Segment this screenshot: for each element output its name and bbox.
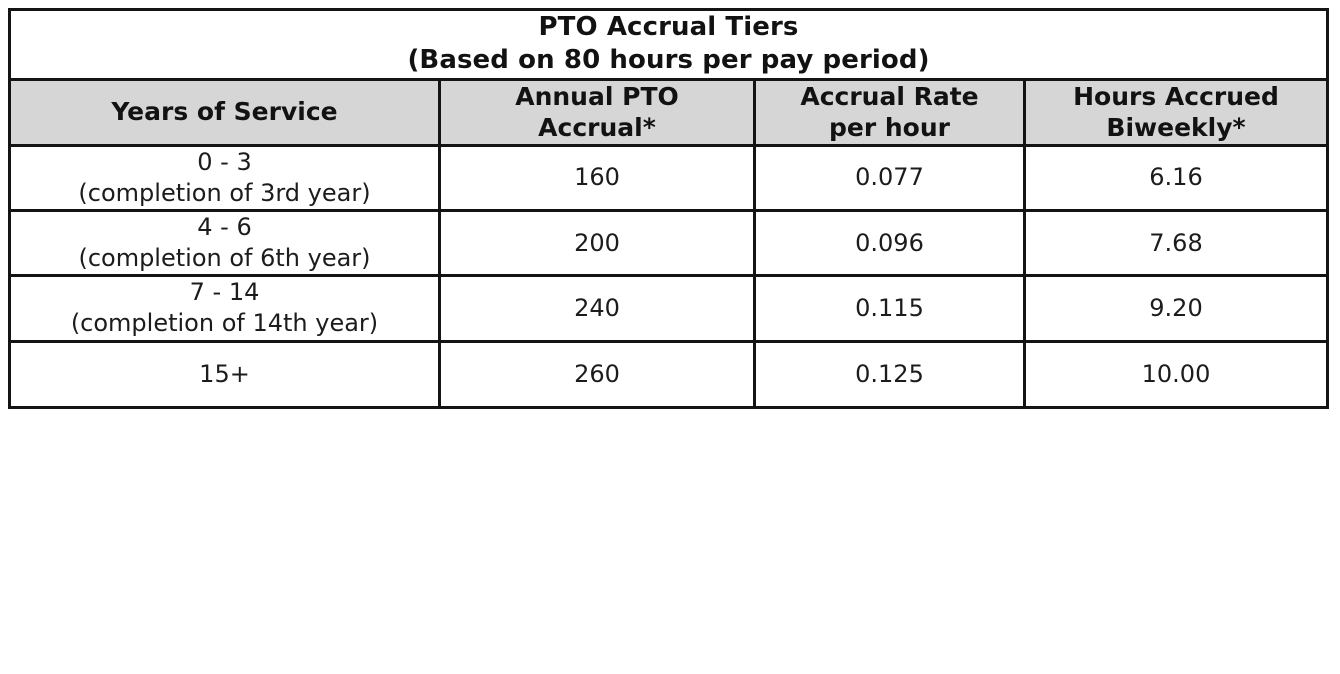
table-title-line2: (Based on 80 hours per pay period) — [407, 45, 930, 76]
table-header-row — [10, 79, 1328, 145]
column-header-hours-accrued-line2: Biweekly* — [1106, 113, 1246, 143]
cell-annual-pto-accrual: 240 — [440, 276, 755, 341]
cell-annual-pto-accrual: 160 — [440, 145, 755, 210]
cell-accrual-rate: 0.115 — [755, 276, 1025, 341]
table-row — [10, 145, 1328, 210]
column-header-annual-pto-accrual-line2: Accrual* — [538, 113, 656, 143]
years-note: (completion of 14th year) — [70, 309, 379, 338]
years-range: 0 - 3 — [197, 147, 252, 176]
cell-years-of-service — [10, 341, 440, 407]
cell-annual-pto-accrual: 200 — [440, 210, 755, 275]
pto-accrual-table-container — [8, 8, 1326, 409]
cell-accrual-rate: 0.125 — [755, 341, 1025, 407]
years-range: 4 - 6 — [197, 212, 252, 241]
cell-hours-accrued-biweekly: 7.68 — [1025, 210, 1328, 275]
table-title-row — [10, 10, 1328, 80]
column-header-annual-pto-accrual-line1: Annual PTO — [515, 81, 679, 111]
cell-years-of-service — [10, 145, 440, 210]
years-note: (completion of 3rd year) — [78, 178, 371, 207]
cell-hours-accrued-biweekly: 10.00 — [1025, 341, 1328, 407]
column-header-hours-accrued-biweekly — [1025, 79, 1328, 145]
cell-accrual-rate: 0.077 — [755, 145, 1025, 210]
column-header-hours-accrued-line1: Hours Accrued — [1073, 81, 1279, 111]
pto-accrual-table — [8, 8, 1329, 409]
column-header-years-of-service — [10, 79, 440, 145]
column-header-accrual-rate-line2: per hour — [829, 113, 950, 143]
cell-hours-accrued-biweekly: 6.16 — [1025, 145, 1328, 210]
cell-annual-pto-accrual: 260 — [440, 341, 755, 407]
cell-years-of-service — [10, 210, 440, 275]
cell-hours-accrued-biweekly: 9.20 — [1025, 276, 1328, 341]
years-range: 7 - 14 — [189, 278, 260, 307]
table-title — [10, 10, 1328, 80]
column-header-years-of-service-line1: Years of Service — [111, 97, 338, 127]
table-row — [10, 276, 1328, 341]
column-header-annual-pto-accrual — [440, 79, 755, 145]
cell-years-of-service — [10, 276, 440, 341]
table-title-line1: PTO Accrual Tiers — [538, 12, 799, 42]
column-header-accrual-rate-line1: Accrual Rate — [800, 81, 979, 111]
years-range: 15+ — [199, 359, 250, 388]
column-header-accrual-rate-per-hour — [755, 79, 1025, 145]
table-row — [10, 341, 1328, 407]
years-note: (completion of 6th year) — [78, 244, 371, 273]
cell-accrual-rate: 0.096 — [755, 210, 1025, 275]
table-row — [10, 210, 1328, 275]
